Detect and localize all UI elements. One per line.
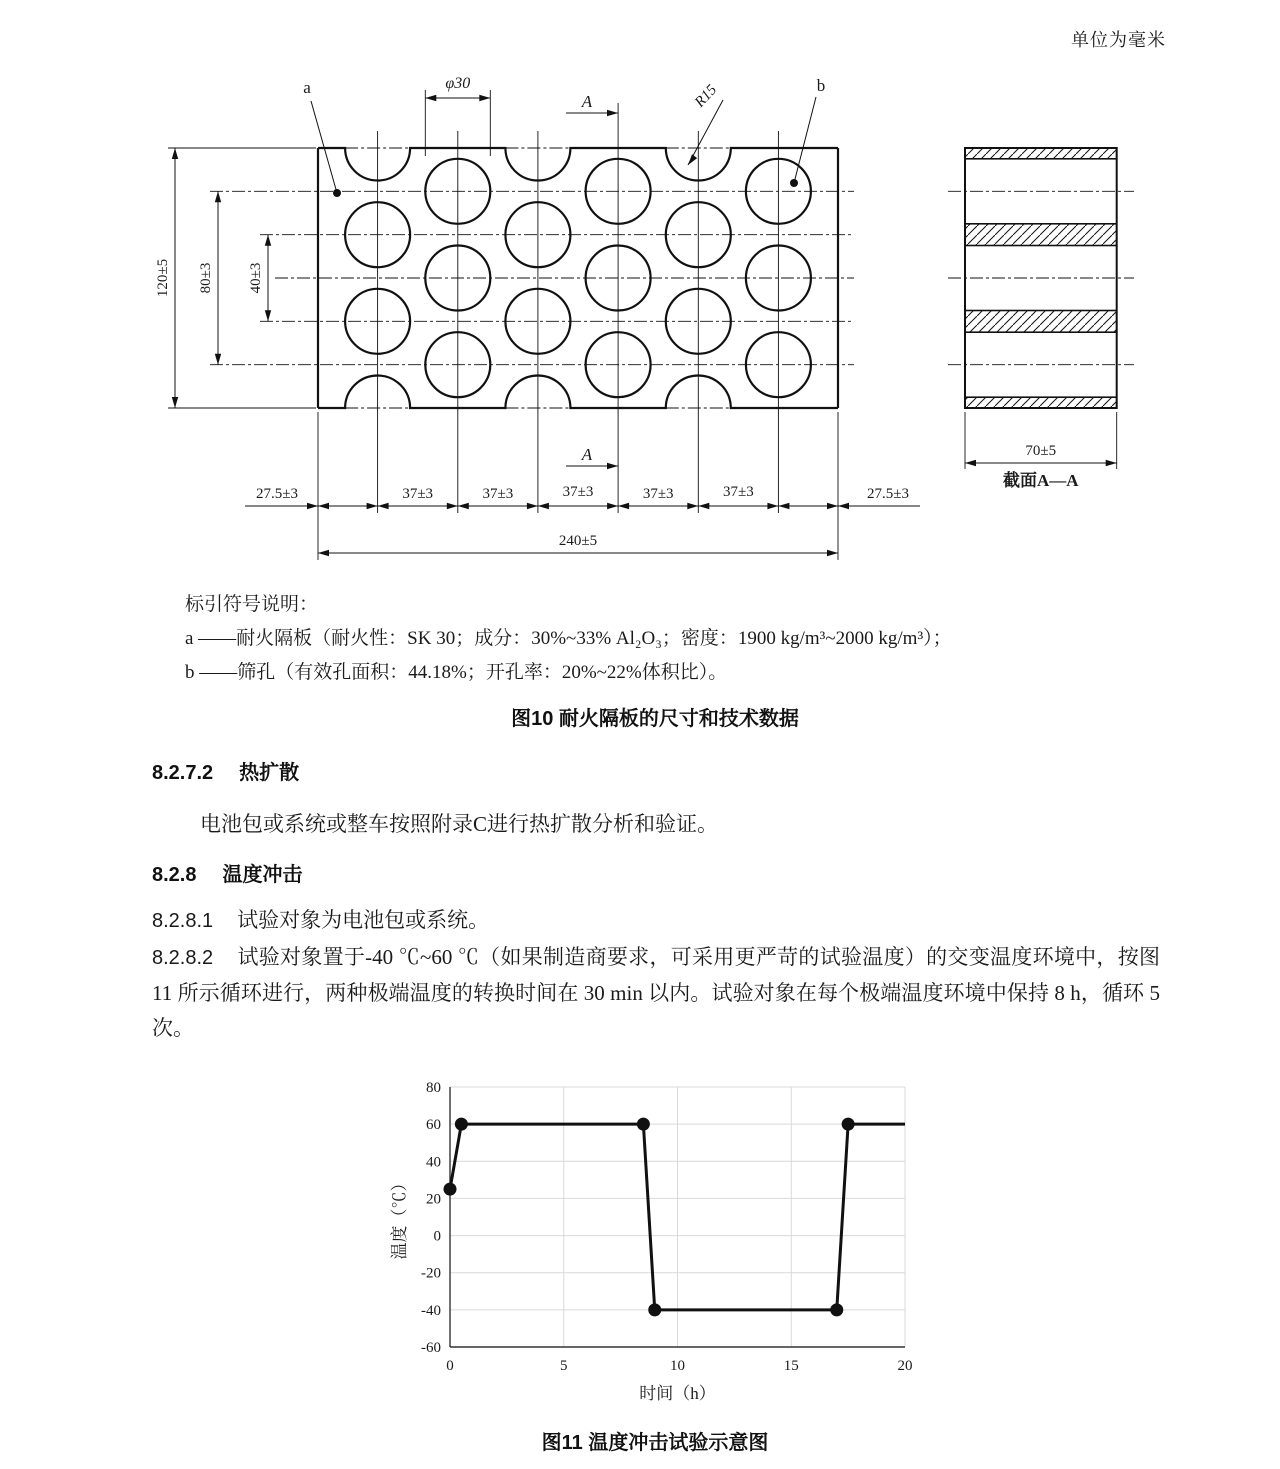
dim-pitch-1: 37±3	[402, 486, 434, 502]
y-axis-title: 温度（℃）	[390, 1174, 409, 1260]
dim-height: 120±5	[155, 258, 171, 298]
paragraph-thermal-diffusion: 电池包或系统或整车按照附录C进行热扩散分析和验证。	[200, 812, 719, 836]
clause-number: 8.2.8.1	[152, 910, 214, 932]
heading-8-2-8	[152, 858, 302, 887]
data-point-marker	[842, 1118, 855, 1131]
data-point-marker	[830, 1303, 843, 1316]
section-caption: 截面A—A	[1003, 471, 1079, 490]
x-tick-label: 20	[897, 1358, 913, 1374]
y-tick-label: -60	[421, 1340, 441, 1356]
heading-8-2-7-2	[152, 756, 299, 785]
units-note: 单位为毫米	[1071, 30, 1166, 50]
x-tick-label: 5	[560, 1358, 568, 1374]
x-tick-label: 15	[783, 1358, 799, 1374]
heading-title: 温度冲击	[222, 864, 303, 886]
figure11-caption: 图11 温度冲击试验示意图	[541, 1432, 769, 1454]
y-tick-label: 80	[426, 1080, 441, 1096]
x-tick-label: 10	[670, 1358, 685, 1374]
section-mark-bottom: A	[581, 445, 593, 464]
y-tick-label: 20	[426, 1191, 441, 1208]
heading-title: 热扩散	[239, 762, 300, 784]
dim-80: 80±3	[198, 262, 214, 294]
dim-pitch-5: 37±3	[723, 484, 754, 500]
dim-pitch-4: 37±3	[642, 486, 674, 502]
y-tick-label: 60	[426, 1117, 441, 1134]
data-point-marker	[637, 1118, 650, 1131]
data-point-marker	[648, 1303, 661, 1316]
callout-a-label: a	[303, 78, 311, 97]
clause-text: 试验对象为电池包或系统。	[237, 908, 490, 932]
data-point-marker	[444, 1183, 457, 1196]
dim-margin-right: 27.5±3	[867, 486, 909, 502]
section-mark-top: A	[581, 92, 593, 111]
dim-section-width: 70±5	[1025, 443, 1057, 459]
data-point-marker	[455, 1118, 468, 1131]
clause-text: 试验对象置于-40 ℃~60 ℃（如果制造商要求，可采用更严苛的试验温度）的交变温度环境中，按图 11 所示循环进行，两种极端温度的转换时间在 30 min 以内。试验对象在每个极端温度环境中保持 8 h，循环 5 次。	[152, 945, 1160, 1040]
dim-pitch-3: 37±3	[562, 484, 594, 500]
paragraph-8-2-8-2	[152, 940, 1160, 1046]
legend-item-b: b ——筛孔（有效孔面积：44.18%；开孔率：20%~22%体积比）。	[185, 662, 728, 683]
row-centerlines	[210, 148, 1134, 408]
callout-b-label: b	[816, 76, 826, 95]
figure10-caption: 图10 耐火隔板的尺寸和技术数据	[511, 708, 799, 730]
figure10-legend	[185, 588, 952, 690]
heading-number: 8.2.8	[152, 864, 197, 886]
clause-number: 8.2.8.2	[152, 947, 214, 969]
dim-margin-left: 27.5±3	[256, 486, 298, 502]
x-axis-title: 时间（h）	[639, 1384, 716, 1403]
y-tick-label: 0	[433, 1228, 441, 1245]
legend-title: 标引符号说明：	[185, 594, 319, 615]
callout-a-dot	[333, 189, 341, 197]
heading-number: 8.2.7.2	[152, 762, 214, 784]
dim-pitch-2: 37±3	[482, 486, 514, 502]
dim-width: 240±5	[558, 533, 598, 549]
figure10-drawing	[140, 55, 1185, 570]
y-tick-label: 40	[426, 1154, 441, 1171]
legend-item-a: a ——耐火隔板（耐火性：SK 30；成分：30%~33% Al₂O₃；密度：1900 kg/m³~2000 kg/m³）；	[185, 628, 952, 649]
callout-b-dot	[790, 179, 798, 187]
temperature-cycle-chart	[385, 1072, 930, 1417]
paragraph-8-2-8-1	[152, 904, 489, 934]
y-tick-label: -40	[421, 1302, 441, 1319]
x-tick-label: 0	[446, 1358, 454, 1374]
radius-label: R15	[691, 81, 721, 111]
diameter-label: φ30	[445, 75, 471, 92]
dim-40: 40±3	[248, 262, 264, 294]
y-tick-label: -20	[421, 1265, 441, 1282]
